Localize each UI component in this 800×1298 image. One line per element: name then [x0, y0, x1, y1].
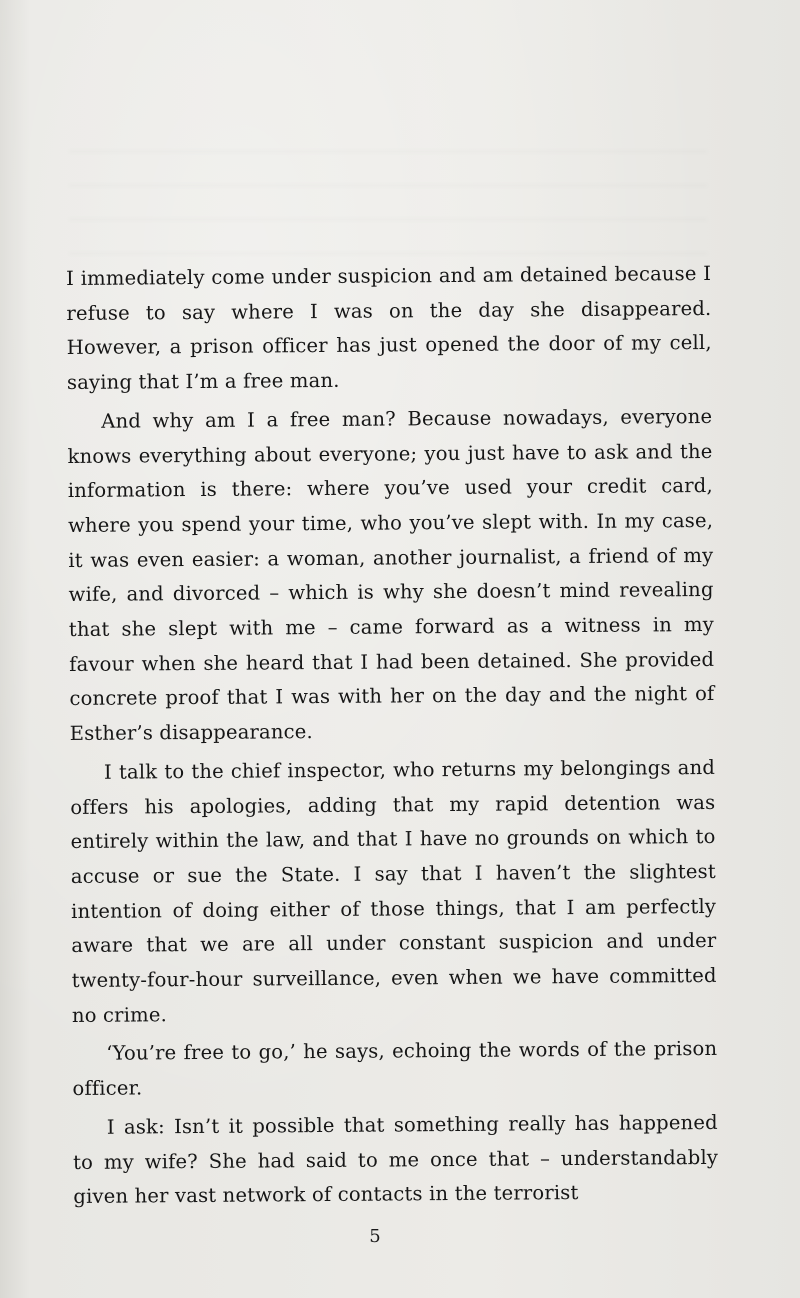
paragraph-5: I ask: Isn’t it possible that something really has happened to my wife? She had said to me once that – understandably given her vast network of contacts in the terrorist — [72, 1110, 719, 1209]
page-number: 5 — [369, 1226, 381, 1247]
show-through-text — [68, 150, 708, 260]
paragraph-4: ‘You’re free to go,’ he says, echoing the words of the prison officer. — [72, 1037, 718, 1101]
paragraph-2: And why am I a free man? Because nowadays, everyone knows everything about everyone; you just have to ask and the information is there: where you’ve used your credit card, where you spend your time, who you’ve slept with. In my case, it was even easier: a woman, another journalist, a friend of my wife, and divorced – which is why she doesn’t mind revealing that she slept with me – came forward as a witness in my favour when she heard that I had been detained. She provided concrete proof that I was with her on the day and the night of Esther’s disappearance. — [67, 404, 715, 746]
body-text — [66, 257, 718, 1219]
paragraph-1: I immediately come under suspicion and am detained because I refuse to say where I was on the day she disappeared. However, a prison officer has just opened the door of my cell, saying that I’m a free man. — [66, 261, 712, 395]
paragraph-3: I talk to the chief inspector, who returns my belongings and offers his apologies, adding that my rapid detention was entirely within the law, and that I have no grounds on which to accuse or sue the State. I say that I haven’t the slightest intention of doing either of those things, that I am perfectly aware that we are all under constant suspicion and under twenty-four-hour surveillance, even when we have committed no crime. — [70, 755, 717, 1027]
